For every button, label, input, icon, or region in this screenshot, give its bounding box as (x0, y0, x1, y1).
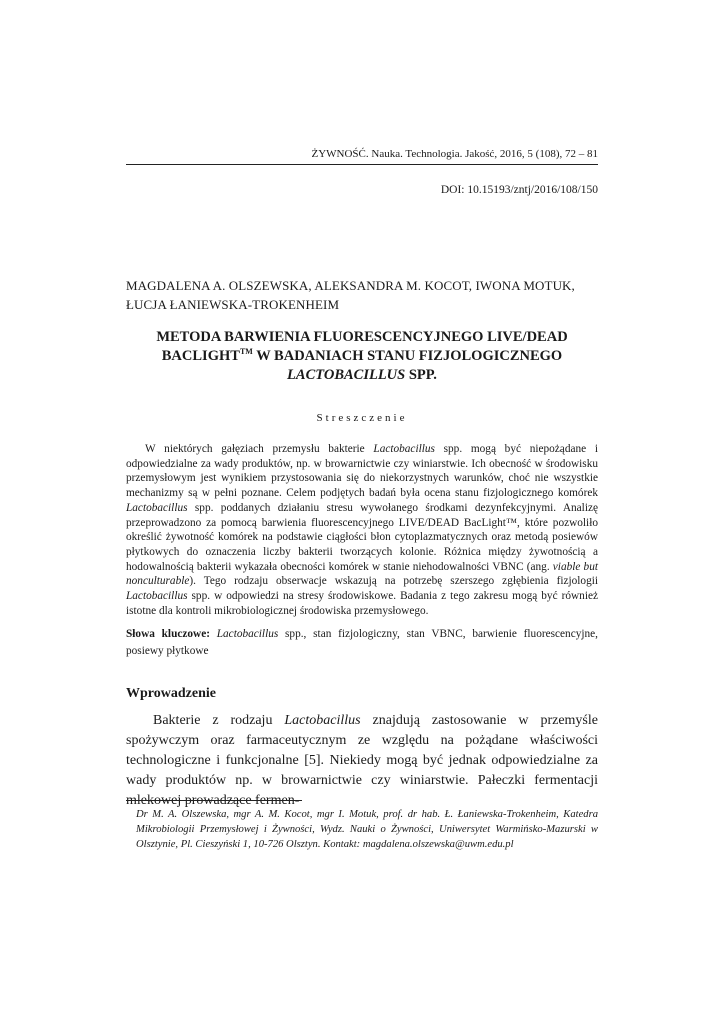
intro-genus: Lactobacillus (284, 713, 361, 728)
title-baclight: BACLIGHT (161, 348, 240, 364)
title-spp: SPP. (405, 367, 437, 383)
title-line-2-rest: W BADANIACH STANU FIZJOLOGICZNEGO (252, 348, 563, 364)
authors-line-1: MAGDALENA A. OLSZEWSKA, ALEKSANDRA M. KOCOT, IWONA MOTUK, (126, 278, 575, 293)
keywords-list: spp., stan fizjologiczny, stan VBNC, barwienie fluorescencyjne, posiewy płytkowe (126, 628, 598, 657)
introduction-paragraph (126, 711, 598, 811)
keywords-label: Słowa kluczowe: (126, 628, 210, 640)
title-genus: LACTOBACILLUS (287, 367, 406, 383)
header-rule (126, 164, 598, 165)
abstract-text: spp. w odpowiedzi na stresy środowiskowe. Badania z tego zakresu mogą być również istotne dla kontroli mikrobiologicznej środowiska przemysłowego. (126, 590, 598, 617)
abstract-text: spp. poddanych działaniu stresu wywołanego środkami dezynfekcyjnymi. Analizę przeprowadzono za pomocą barwienia fluorescencyjnego LIVE/DEAD BacLight™, które pozwoliło określić żywotność komórek na podstawie ciągłości błon cytoplazmatycznych oraz metodą posiewów płytkowych do oznaczenia liczby bakterii tworzących kolonie. Różnica między żywotnością a hodowalnością bakterii wykazała obecności komórek w stanie niehodowalności VBNC (ang. (126, 501, 598, 573)
abstract-genus: Lactobacillus (126, 501, 188, 514)
title-line-1: METODA BARWIENIA FLUORESCENCYJNEGO LIVE/DEAD (156, 329, 568, 345)
title-line-2 (126, 347, 598, 366)
introduction-body (126, 711, 598, 811)
author-affiliation-footnote: Dr M. A. Olszewska, mgr A. M. Kocot, mgr I. Motuk, prof. dr hab. Ł. Łaniewska-Trokenheim, Katedra Mikrobiologii Przemysłowej i Żywności, Wydz. Nauki o Żywności, Uniwersytet Warmińsko-Mazurski w Olsztynie, Pl. Cieszyński 1, 10-726 Olsztyn. Kontakt: magdalena.olszewska@uwm.edu.pl (136, 809, 598, 850)
authors-line-2: ŁUCJA ŁANIEWSKA-TROKENHEIM (126, 297, 340, 312)
intro-text: Bakterie z rodzaju (153, 713, 285, 728)
abstract-paragraph (126, 442, 598, 618)
abstract-vbnc-expansion: viable but nonculturable (126, 560, 598, 588)
trademark-mark: TM (239, 347, 253, 356)
running-head: ŻYWNOŚĆ. Nauka. Technologia. Jakość, 2016, 5 (108), 72 – 81 (311, 148, 598, 160)
abstract-text: spp. mogą być niepożądane i odpowiedzialne za wady produktów, np. w browarnictwie czy winiarstwie. Ich obecność w środowisku przemysłowym jest wynikiem przystosowania się do niekorzystnych warunków, choć nie wszystkie mechanizmy są w pełni poznane. Celem podjętych badań była ocena stanu fizjologicznego komórek (126, 443, 598, 500)
abstract-genus: Lactobacillus (373, 443, 435, 455)
keywords-genus: Lactobacillus (216, 628, 279, 640)
article-title (126, 328, 598, 385)
doi: DOI: 10.15193/zntj/2016/108/150 (440, 184, 598, 196)
section-heading-introduction: Wprowadzenie (126, 686, 216, 701)
abstract-text: ). Tego rodzaju obserwacje wskazują na potrzebę szerszego zgłębienia fizjologii (189, 575, 598, 588)
abstract (126, 442, 598, 618)
footnote-rule (126, 800, 302, 801)
author-list (126, 276, 598, 314)
keywords (126, 626, 598, 660)
abstract-text: W niektórych gałęziach przemysłu bakterie (145, 443, 374, 455)
intro-text: znajdują zastosowanie w przemyśle spożywczym oraz farmaceutycznym ze względu na pożądane właściwości technologiczne i funkcjonalne [5]. Niekiedy mogą być jednak odpowiedzialne za wady produktów np. w browarnictwie czy winiarstwie. Pałeczki fermentacji mlekowej prowadzące fermen- (126, 713, 598, 808)
title-line-3 (126, 366, 598, 385)
abstract-genus: Lactobacillus (126, 590, 188, 603)
abstract-heading: Streszczenie (316, 412, 408, 424)
